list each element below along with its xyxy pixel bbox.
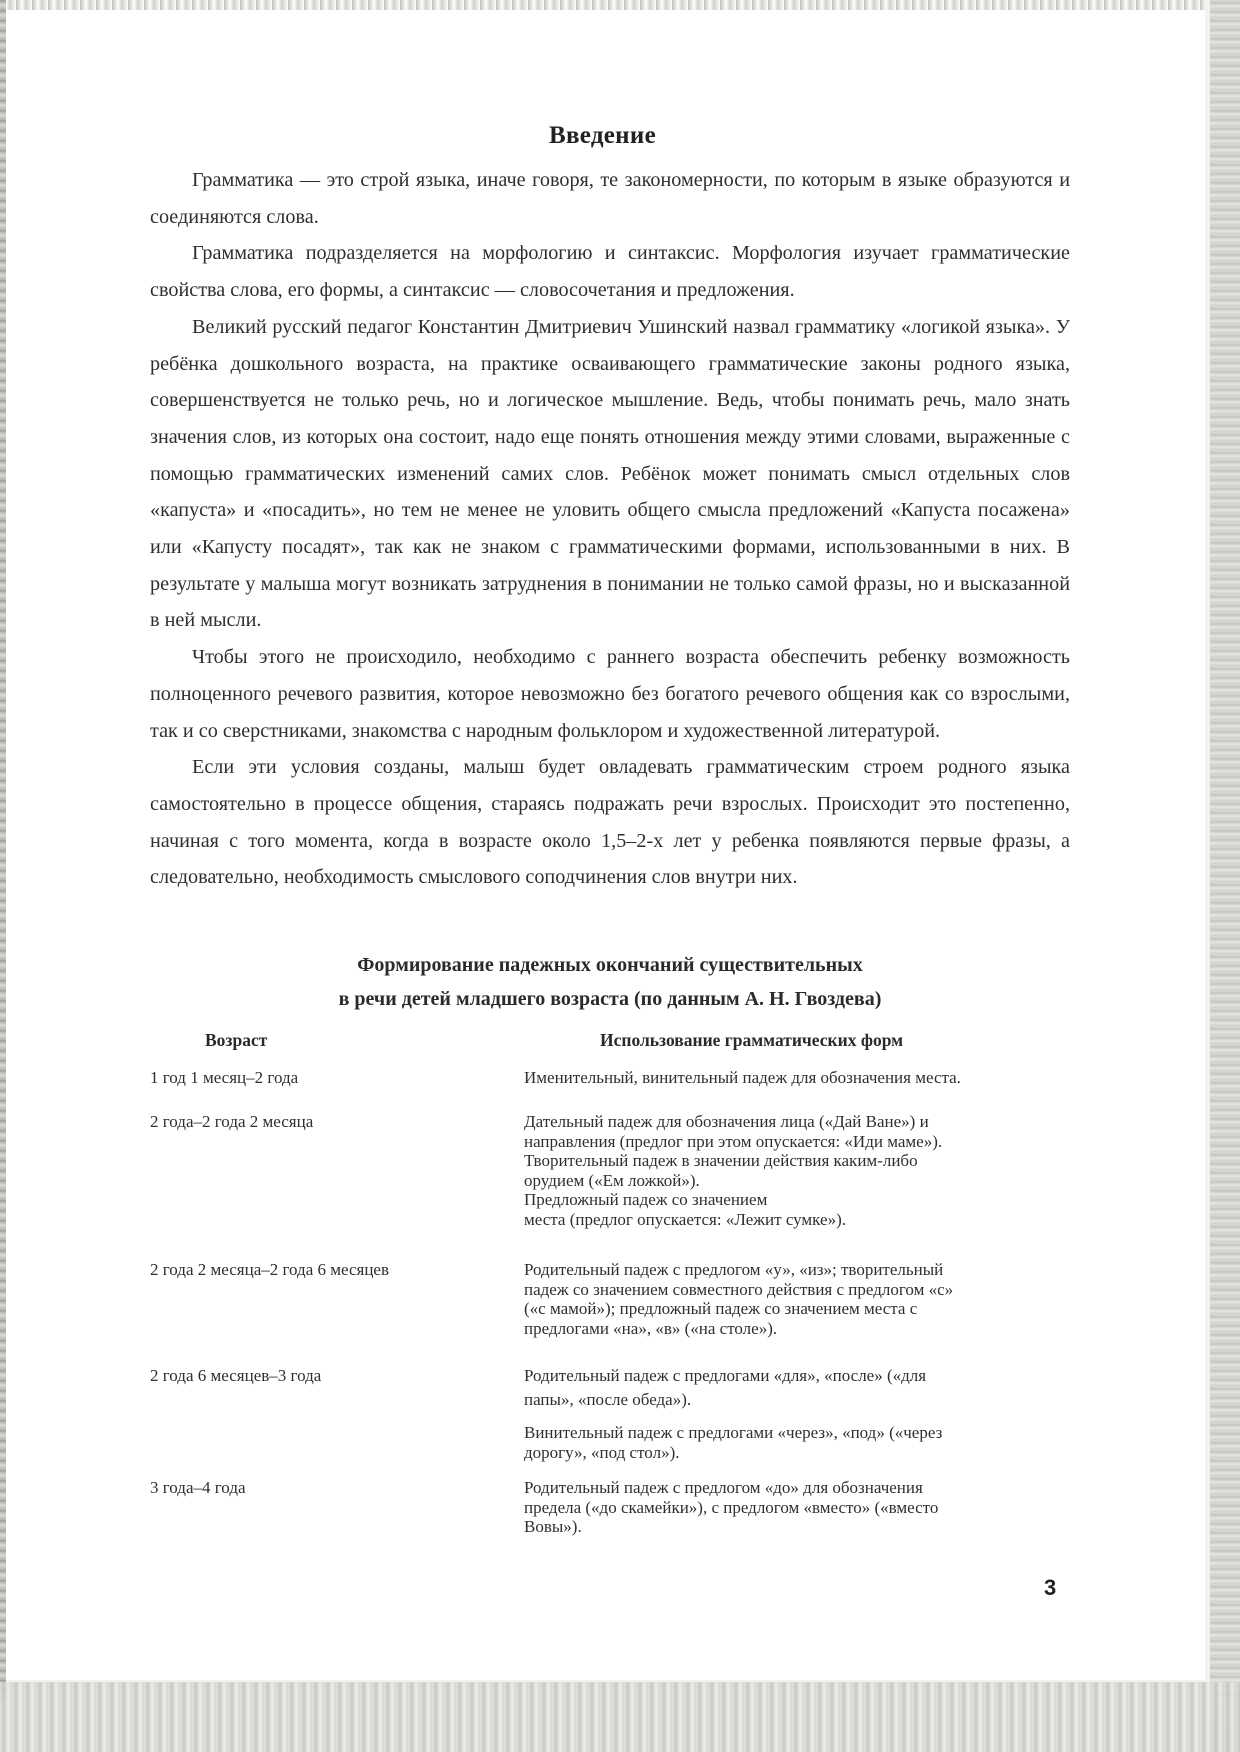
table-title [150, 948, 1070, 1016]
paragraph: Грамматика подразделяется на морфологию и синтаксис. Морфология изучает грамматические свойства слова, его формы, а синтаксис — словосочетания и предложения. [150, 242, 1070, 302]
usage-line: Именительный, винительный падеж для обозначения места. [524, 1068, 961, 1087]
usage-line: Вовы»). [524, 1517, 582, 1536]
scan-bottom-margin [0, 1682, 1240, 1752]
usage-line: направления (предлог при этом опускается: «Иди маме»). [524, 1131, 943, 1151]
usage-line: Дательный падеж для обозначения лица («Дай Ване») и [524, 1112, 929, 1131]
intro-text [150, 162, 1070, 896]
usage-line: Предложный падеж со значением [524, 1190, 768, 1209]
paragraph: Грамматика — это строй языка, иначе говоря, те закономерности, по которым в языке образуются и соединяются слова. [150, 169, 1070, 228]
column-header-age: Возраст [205, 1030, 268, 1050]
usage-line: дорогу», «под стол»). [524, 1442, 680, 1462]
scan-top-edge [0, 0, 1205, 10]
usage-line: предлогами «на», «в» («на столе»). [524, 1318, 778, 1338]
age-cell: 1 год 1 месяц–2 года [150, 1068, 299, 1087]
age-cell: 3 года–4 года [150, 1478, 246, 1497]
usage-line: орудием («Ем ложкой»). [524, 1170, 700, 1190]
usage-line: Родительный падеж с предлогом «до» для обозначения [524, 1478, 923, 1497]
usage-cell [524, 1260, 1064, 1338]
usage-line: папы», «после обеда»). [524, 1389, 692, 1409]
usage-line: Творительный падеж в значении действия каким-либо [524, 1151, 918, 1170]
usage-line: Винительный падеж с предлогами «через», «под» («через [524, 1423, 943, 1442]
column-header-use: Использование грамматических форм [600, 1030, 904, 1050]
usage-cell [524, 1068, 1064, 1088]
age-cell: 2 года–2 года 2 месяца [150, 1112, 314, 1131]
usage-line: Родительный падеж с предлогами «для», «после» («для [524, 1366, 927, 1385]
usage-cell [524, 1366, 1064, 1462]
table-title-line: в речи детей младшего возраста (по данным А. Н. Гвоздева) [338, 988, 882, 1010]
paragraph: Чтобы этого не происходило, необходимо с раннего возраста обеспечить ребенку возможность полноценного речевого развития, которое невозможно без богатого речевого общения как со взрослыми, так и со сверстниками, знакомства с народным фольклором и художественной литературой. [150, 646, 1070, 742]
usage-cell [524, 1112, 1064, 1229]
paragraph: Если эти условия созданы, малыш будет овладевать грамматическим строем родного языка самостоятельно в процессе общения, стараясь подражать речи взрослых. Происходит это постепенно, начиная с того момента, когда в возрасте около 1,5–2-х лет у ребенка появляются первые фразы, а следовательно, необходимость смыслового соподчинения слов внутри них. [150, 756, 1070, 889]
table-title-line: Формирование падежных окончаний существительных [357, 954, 863, 976]
usage-cell [524, 1478, 1064, 1537]
usage-line: («с мамой»); предложный падеж со значением места с [524, 1299, 918, 1318]
page-number: 3 [1044, 1575, 1057, 1600]
usage-line: Родительный падеж с предлогом «у», «из»; творительный [524, 1260, 944, 1279]
age-cell: 2 года 2 месяца–2 года 6 месяцев [150, 1260, 390, 1279]
age-cell: 2 года 6 месяцев–3 года [150, 1366, 322, 1385]
scan-right-margin [1210, 0, 1240, 1752]
table-header [150, 1030, 1070, 1060]
usage-line: падеж со значением совместного действия с предлогом «с» [524, 1279, 954, 1299]
usage-line: места (предлог опускается: «Лежит сумке»). [524, 1209, 846, 1229]
scan-left-edge [0, 0, 6, 1700]
paragraph: Великий русский педагог Константин Дмитриевич Ушинский назвал грамматику «логикой языка». У ребёнка дошкольного возраста, на практике осваивающего грамматические законы родного языка, совершенствуется не только речь, но и логическое мышление. Ведь, чтобы понимать речь, мало знать значения слов, из которых она состоит, надо еще понять отношения между этими словами, выраженные с помощью грамматических изменений самих слов. Ребёнок может понимать смысл отдельных слов «капуста» и «посадить», но тем не менее не уловить общего смысла предложений «Капуста посажена» или «Капусту посадят», так как не знаком с грамматическими формами, использованными в них. В результате у малыша могут возникать затруднения в понимании не только самой фразы, но и высказанной в ней мысли. [150, 315, 1070, 632]
page-title: Введение [549, 122, 656, 149]
usage-line: предела («до скамейки»), с предлогом «вместо» («вместо [524, 1497, 939, 1517]
